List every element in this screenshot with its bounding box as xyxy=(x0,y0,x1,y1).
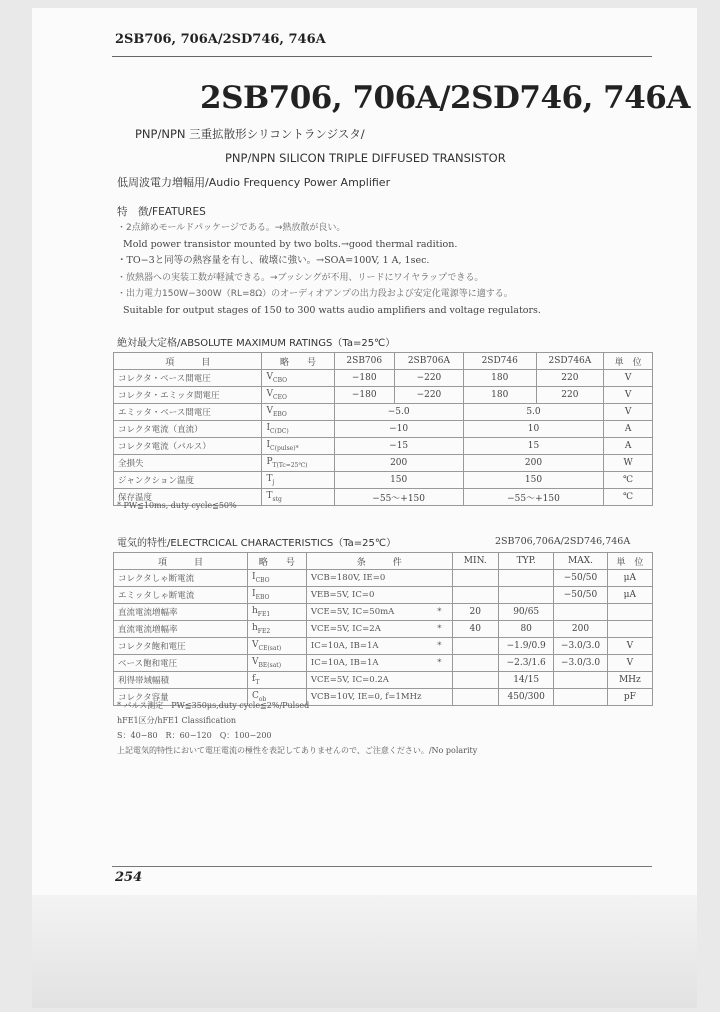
footer-rule xyxy=(112,866,652,867)
item-name: コレクタ電流（パルス） xyxy=(114,438,262,455)
elec-char-table xyxy=(113,552,653,706)
condition xyxy=(306,638,452,655)
unit-value: μA xyxy=(607,570,652,587)
table-row xyxy=(114,621,653,638)
condition-text: VCE=5V, IC=2A xyxy=(310,624,381,634)
symbol-subscript: stg xyxy=(272,495,282,503)
symbol-main: I xyxy=(252,589,256,600)
rating-value: 5.0 xyxy=(463,404,603,421)
item-name: コレクタしゃ断電流 xyxy=(114,570,248,587)
symbol-main: f xyxy=(252,674,256,685)
rating-value: 180 xyxy=(463,370,536,387)
column-header: TYP. xyxy=(499,553,554,570)
typ-value: 450/300 xyxy=(499,689,554,706)
item-name: エミッタしゃ断電流 xyxy=(114,587,248,604)
unit: V xyxy=(604,370,653,387)
column-header: 項 目 xyxy=(114,553,248,570)
rating-value: 150 xyxy=(463,472,603,489)
condition xyxy=(306,672,452,689)
typ-value: −2.3/1.6 xyxy=(499,655,554,672)
rating-value: −55〜+150 xyxy=(334,489,463,506)
item-name: 全損失 xyxy=(114,455,262,472)
symbol xyxy=(262,438,334,455)
typ-value xyxy=(499,570,554,587)
rating-value: 220 xyxy=(536,370,604,387)
rating-value: 200 xyxy=(463,455,603,472)
unit-value: μA xyxy=(607,587,652,604)
column-header: 2SB706 xyxy=(334,353,395,370)
application: 低周波電力増幅用/Audio Frequency Power Amplifier xyxy=(117,176,391,189)
min-value xyxy=(452,587,499,604)
rating-value: 180 xyxy=(463,387,536,404)
unit-value: MHz xyxy=(607,672,652,689)
pulsed-mark: * xyxy=(437,658,442,668)
symbol-subscript: FE2 xyxy=(257,627,271,635)
typ-value: 14/15 xyxy=(499,672,554,689)
item-name: コレクタ電流（直流） xyxy=(114,421,262,438)
note-line: S：40−80 R：60−120 Q：100−200 xyxy=(117,731,272,740)
symbol-main: V xyxy=(252,657,259,668)
rating-value: −55〜+150 xyxy=(463,489,603,506)
table-row xyxy=(114,604,653,621)
unit: V xyxy=(604,387,653,404)
note-line: hFE1区分/hFE1 Classification xyxy=(117,716,237,725)
unit-value xyxy=(607,621,652,638)
column-header: MIN. xyxy=(452,553,499,570)
symbol xyxy=(262,421,334,438)
symbol xyxy=(248,655,307,672)
item-name: 保存温度 xyxy=(114,489,262,506)
item-name: 直流電流増幅率 xyxy=(114,604,248,621)
unit: A xyxy=(604,421,653,438)
table-row xyxy=(114,421,653,438)
unit-value: pF xyxy=(607,689,652,706)
feature-line-en: Mold power transistor mounted by two bolts.→good thermal radition. xyxy=(123,238,458,250)
condition-text: VCB=10V, IE=0, f=1MHz xyxy=(310,692,422,702)
min-value xyxy=(452,570,499,587)
symbol-subscript: BE(sat) xyxy=(258,661,282,669)
symbol-subscript: ob xyxy=(258,695,267,703)
table-row xyxy=(114,438,653,455)
typ-value xyxy=(499,587,554,604)
item-name: 直流電流増幅率 xyxy=(114,621,248,638)
max-value: −50/50 xyxy=(554,587,607,604)
column-header: 項 目 xyxy=(114,353,262,370)
symbol-subscript: C(DC) xyxy=(270,427,289,435)
symbol xyxy=(262,472,334,489)
symbol xyxy=(262,387,334,404)
table-row xyxy=(114,370,653,387)
symbol-subscript: FE1 xyxy=(257,610,271,618)
table-header-row xyxy=(114,353,653,370)
item-name: コレクタ・ベース間電圧 xyxy=(114,370,262,387)
min-value: 20 xyxy=(452,604,499,621)
symbol-main: I xyxy=(266,440,271,451)
symbol-subscript: EBO xyxy=(255,593,270,601)
condition-text: VEB=5V, IC=0 xyxy=(310,590,375,600)
symbol-subscript: CE(sat) xyxy=(258,644,282,652)
column-header: 2SD746 xyxy=(463,353,536,370)
rating-value: 150 xyxy=(334,472,463,489)
rating-value: 220 xyxy=(536,387,604,404)
page-title: 2SB706, 706A/2SD746, 746A xyxy=(200,80,690,116)
table-row xyxy=(114,570,653,587)
item-name: コレクタ飽和電圧 xyxy=(114,638,248,655)
condition-text: VCB=180V, IE=0 xyxy=(310,573,386,583)
item-name: コレクタ容量 xyxy=(114,689,248,706)
symbol xyxy=(248,672,307,689)
abs-max-note: * PW≦10ms, duty cycle≦50% xyxy=(117,501,237,510)
table-row xyxy=(114,655,653,672)
feature-line-jp: ・2点締めモールドパッケージである。→熱放散が良い。 xyxy=(117,223,346,233)
column-header: 2SD746A xyxy=(536,353,604,370)
symbol-main: V xyxy=(266,372,273,383)
features-list xyxy=(117,220,577,319)
max-value xyxy=(554,689,607,706)
condition xyxy=(306,570,452,587)
rating-value: 15 xyxy=(463,438,603,455)
max-value: −50/50 xyxy=(554,570,607,587)
symbol-subscript: j xyxy=(272,478,275,486)
symbol-main: I xyxy=(252,572,256,583)
symbol-main: h xyxy=(252,623,258,634)
feature-line-jp: ・放熱器への実装工数が軽減できる。→ブッシングが不用、リードにワイヤラップできる。 xyxy=(117,272,484,283)
symbol-subscript: T(Tc=25℃) xyxy=(272,461,308,469)
condition-text: VCE=5V, IC=0.2A xyxy=(310,675,389,685)
table-row xyxy=(114,587,653,604)
symbol-subscript: T xyxy=(255,678,260,686)
min-value xyxy=(452,672,499,689)
table-header-row xyxy=(114,553,653,570)
min-value xyxy=(452,655,499,672)
typ-value: −1.9/0.9 xyxy=(499,638,554,655)
unit-value: V xyxy=(607,655,652,672)
header-rule xyxy=(112,56,652,57)
item-name: ジャンクション温度 xyxy=(114,472,262,489)
symbol-main: V xyxy=(266,389,273,400)
feature-line-en: ・TO−3と同等の熱容量を有し、破壊に強い。→SOA=100V, 1 A, 1sec. xyxy=(117,255,430,266)
condition xyxy=(306,587,452,604)
symbol-main: C xyxy=(252,691,259,702)
subtitle-jp: PNP/NPN 三重拡散形シリコントランジスタ/ xyxy=(135,127,365,141)
symbol xyxy=(248,638,307,655)
rating-value: 10 xyxy=(463,421,603,438)
item-name: コレクタ・エミッタ間電圧 xyxy=(114,387,262,404)
symbol xyxy=(262,404,334,421)
min-value: 40 xyxy=(452,621,499,638)
abs-max-table xyxy=(113,352,653,506)
symbol-subscript: CEO xyxy=(272,393,287,401)
feature-line-en: Suitable for output stages of 150 to 300 watts audio amplifiers and voltage regulators. xyxy=(123,304,541,316)
table-row xyxy=(114,404,653,421)
elec-heading: 電気的特性/ELECTRCICAL CHARACTERISTICS（Ta=25℃） xyxy=(117,538,397,549)
condition xyxy=(306,655,452,672)
symbol-subscript: CBO xyxy=(272,376,288,384)
rating-value: −10 xyxy=(334,421,463,438)
symbol-main: T xyxy=(266,491,273,502)
typ-value: 80 xyxy=(499,621,554,638)
unit: W xyxy=(604,455,653,472)
symbol-subscript: C(pulse)* xyxy=(270,444,299,452)
symbol-main: h xyxy=(252,606,258,617)
symbol-subscript: CBO xyxy=(255,576,270,584)
table-row xyxy=(114,387,653,404)
table-row xyxy=(114,638,653,655)
unit-value: V xyxy=(607,638,652,655)
unit-value xyxy=(607,604,652,621)
unit: ℃ xyxy=(604,489,653,506)
pulsed-mark: * xyxy=(437,607,442,617)
unit: V xyxy=(604,404,653,421)
rating-value: −15 xyxy=(334,438,463,455)
feature-line-jp: ・出力電力150W−300W（RL=8Ω）のオーディオアンプの出力段および安定化電源等に適する。 xyxy=(117,289,513,299)
rating-value: −220 xyxy=(395,370,464,387)
symbol xyxy=(248,570,307,587)
max-value xyxy=(554,604,607,621)
column-header: 2SB706A xyxy=(395,353,464,370)
features-heading: 特 徴/FEATURES xyxy=(117,206,206,218)
item-name: ベース飽和電圧 xyxy=(114,655,248,672)
symbol-main: I xyxy=(266,423,271,434)
item-name: 利得帯域幅積 xyxy=(114,672,248,689)
table-row xyxy=(114,472,653,489)
column-header: 略 号 xyxy=(262,353,334,370)
condition-text: VCE=5V, IC=50mA xyxy=(310,607,395,617)
unit: A xyxy=(604,438,653,455)
symbol-main: T xyxy=(266,474,273,485)
min-value xyxy=(452,638,499,655)
symbol-main: V xyxy=(266,406,273,417)
pulsed-mark: * xyxy=(437,641,442,651)
column-header: 単 位 xyxy=(604,353,653,370)
rating-value: −180 xyxy=(334,370,395,387)
max-value: −3.0/3.0 xyxy=(554,655,607,672)
item-name: エミッタ・ベース間電圧 xyxy=(114,404,262,421)
max-value: −3.0/3.0 xyxy=(554,638,607,655)
rating-value: −220 xyxy=(395,387,464,404)
max-value: 200 xyxy=(554,621,607,638)
rating-value: −180 xyxy=(334,387,395,404)
symbol-subscript: EBO xyxy=(272,410,287,418)
page-number: 254 xyxy=(115,870,143,885)
symbol-main: P xyxy=(266,457,273,468)
pulsed-mark: * xyxy=(437,624,442,634)
column-header: MAX. xyxy=(554,553,607,570)
condition-text: IC=10A, IB=1A xyxy=(310,641,379,651)
abs-max-heading: 絶対最大定格/ABSOLUTE MAXIMUM RATINGS（Ta=25℃） xyxy=(117,338,396,349)
subtitle-en: PNP/NPN SILICON TRIPLE DIFFUSED TRANSISTOR xyxy=(225,151,506,165)
note-line: * パルス測定 PW≦350μs,duty cycle≦2%/Pulsed xyxy=(117,701,310,710)
symbol xyxy=(262,370,334,387)
max-value xyxy=(554,672,607,689)
column-header: 単 位 xyxy=(607,553,652,570)
symbol xyxy=(248,604,307,621)
page-scan-edge xyxy=(32,895,697,1008)
symbol xyxy=(262,489,334,506)
rating-value: −5.0 xyxy=(334,404,463,421)
running-header: 2SB706, 706A/2SD746, 746A xyxy=(115,32,326,47)
condition xyxy=(306,604,452,621)
symbol xyxy=(248,621,307,638)
condition xyxy=(306,621,452,638)
symbol xyxy=(262,455,334,472)
table-row xyxy=(114,455,653,472)
note-line: 上記電気的特性において電圧電流の極性を表記してありませんので、ご注意ください。/No polarity xyxy=(117,746,478,755)
typ-value: 90/65 xyxy=(499,604,554,621)
symbol xyxy=(248,587,307,604)
condition-text: IC=10A, IB=1A xyxy=(310,658,379,668)
elec-part-number: 2SB706,706A/2SD746,746A xyxy=(495,536,631,547)
symbol-main: V xyxy=(252,640,259,651)
unit: ℃ xyxy=(604,472,653,489)
column-header: 略 号 xyxy=(248,553,307,570)
table-row xyxy=(114,672,653,689)
rating-value: 200 xyxy=(334,455,463,472)
column-header: 条 件 xyxy=(306,553,452,570)
